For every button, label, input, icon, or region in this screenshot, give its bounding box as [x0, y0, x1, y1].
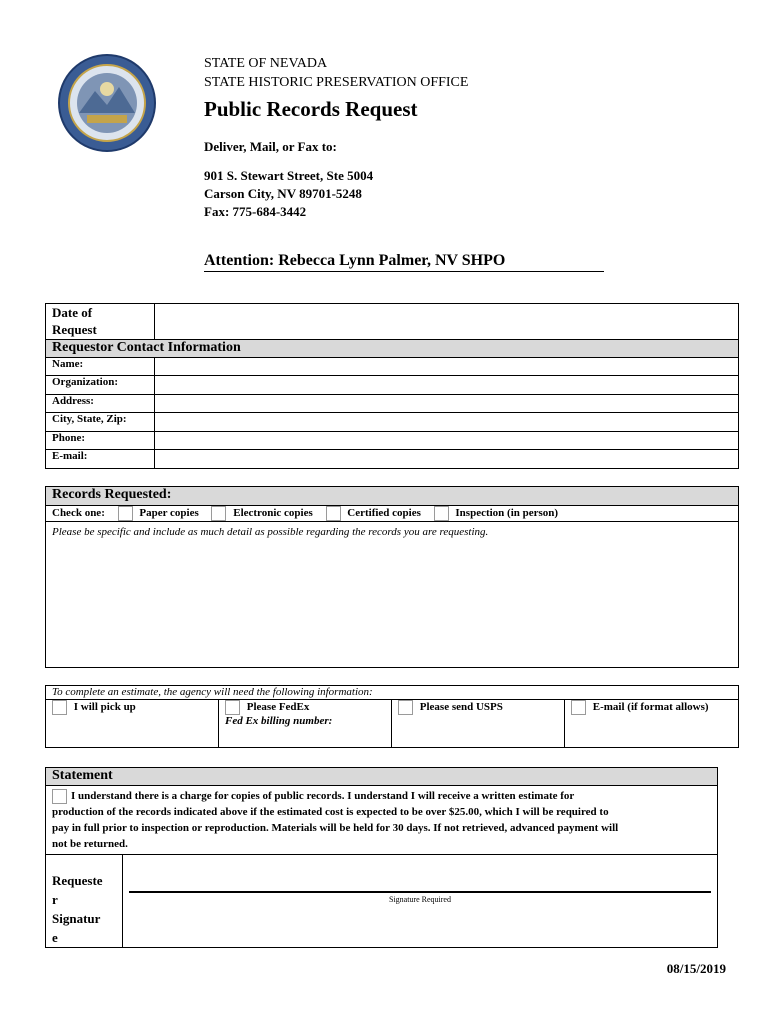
phone-label: Phone:	[46, 432, 155, 450]
fedex-checkbox[interactable]	[225, 700, 240, 715]
check-one-row	[46, 506, 739, 522]
address-label: Address:	[46, 395, 155, 413]
date-of-request-field[interactable]	[155, 304, 739, 340]
name-field[interactable]	[155, 358, 739, 376]
records-description-field[interactable]	[46, 522, 739, 668]
organization-label: Organization:	[46, 376, 155, 395]
check-one-label: Check one:	[52, 507, 105, 520]
attention-underline	[204, 271, 604, 272]
fedex-cell	[219, 700, 392, 748]
email-label: E-mail:	[46, 450, 155, 469]
address-line-1: 901 S. Stewart Street, Ste 5004	[204, 168, 374, 183]
paper-copies-checkbox[interactable]	[118, 506, 133, 521]
inspection-label: Inspection (in person)	[455, 507, 559, 520]
city-state-zip-label: City, State, Zip:	[46, 413, 155, 432]
contact-section-header: Requestor Contact Information	[46, 340, 739, 358]
email-field[interactable]	[155, 450, 739, 469]
office-name: STATE HISTORIC PRESERVATION OFFICE	[204, 75, 469, 90]
address-field[interactable]	[155, 395, 739, 413]
fax-number: Fax: 775-684-3442	[204, 204, 307, 219]
usps-cell	[392, 700, 565, 748]
signature-line	[129, 891, 711, 893]
email-option-checkbox[interactable]	[571, 700, 586, 715]
name-label: Name:	[46, 358, 155, 376]
signature-required-caption: Signature Required	[389, 895, 451, 904]
email-option-label: E-mail (if format allows)	[592, 701, 709, 714]
records-table	[45, 486, 739, 668]
pickup-label: I will pick up	[73, 701, 136, 714]
statement-table	[45, 767, 718, 948]
city-state-zip-field[interactable]	[155, 413, 739, 432]
statement-text: I understand there is a charge for copies of public records. I understand I will receive a written estimate for production of the records indicated above if the estimated cost is expected to be over $25.00, which I will be required to pay in full prior to inspection or reproduction. Materials will be held for 30 days. If not retrieved, advanced payment will not be returned.	[46, 786, 718, 855]
inspection-checkbox[interactable]	[434, 506, 449, 521]
records-section-header: Records Requested:	[46, 487, 739, 506]
statement-section-header: Statement	[46, 768, 718, 786]
estimate-intro: To complete an estimate, the agency will need the following information:	[46, 686, 739, 700]
mailing-address	[204, 167, 373, 221]
pickup-checkbox[interactable]	[52, 700, 67, 715]
attention-line: Attention: Rebecca Lynn Palmer, NV SHPO	[204, 252, 506, 269]
revision-date: 08/15/2019	[666, 961, 726, 976]
signature-label: Requeste r Signatur e	[46, 855, 123, 948]
fedex-billing-label: Fed Ex billing number:	[225, 715, 333, 727]
date-of-request-label: Date of Request	[46, 304, 155, 340]
electronic-copies-checkbox[interactable]	[211, 506, 226, 521]
usps-label: Please send USPS	[419, 701, 503, 714]
usps-checkbox[interactable]	[398, 700, 413, 715]
form-title: Public Records Request	[204, 97, 418, 121]
state-name: STATE OF NEVADA	[204, 56, 328, 71]
contact-table	[45, 303, 739, 469]
deliver-heading: Deliver, Mail, or Fax to:	[204, 139, 337, 154]
nevada-state-seal	[57, 53, 157, 153]
paper-copies-label: Paper copies	[139, 507, 199, 520]
email-option-cell	[565, 700, 739, 748]
signature-field[interactable]	[123, 855, 718, 948]
phone-field[interactable]	[155, 432, 739, 450]
estimate-table	[45, 685, 739, 748]
statement-checkbox[interactable]	[52, 789, 67, 804]
certified-copies-checkbox[interactable]	[326, 506, 341, 521]
electronic-copies-label: Electronic copies	[233, 507, 313, 520]
certified-copies-label: Certified copies	[347, 507, 421, 520]
organization-field[interactable]	[155, 376, 739, 395]
fedex-label: Please FedEx	[246, 701, 310, 714]
pickup-cell	[46, 700, 219, 748]
records-instructions: Please be specific and include as much detail as possible regarding the records you are requesting.	[52, 526, 489, 538]
address-line-2: Carson City, NV 89701-5248	[204, 186, 362, 201]
